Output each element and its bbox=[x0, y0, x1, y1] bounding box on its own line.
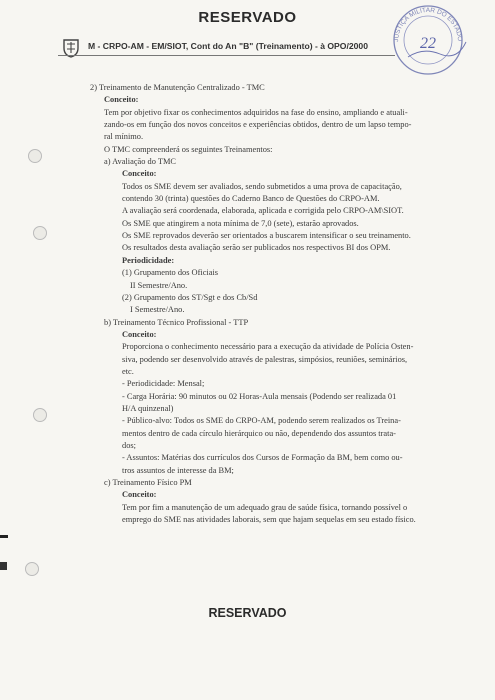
text-line: - Periodicidade: Mensal; bbox=[122, 379, 205, 389]
header-divider bbox=[58, 55, 395, 56]
text-line: Conceito: bbox=[122, 490, 157, 500]
binder-mark bbox=[0, 562, 7, 570]
text-line: (2) Grupamento dos ST/Sgt e dos Cb/Sd bbox=[122, 292, 258, 302]
text-line: Tem por fim a manutenção de um adequado grau de saúde física, tornando possível o bbox=[122, 502, 408, 512]
text-line: Todos os SME devem ser avaliados, sendo submetidos a uma prova de capacitação, bbox=[122, 181, 402, 191]
text-line: Conceito: bbox=[104, 95, 139, 105]
text-line: Tem por objetivo fixar os conhecimentos adquiridos na fase do ensino, ampliando e atuali- bbox=[104, 107, 408, 117]
text-line: A avaliação será coordenada, elaborada, aplicada e corrigida pelo CRPO-AM\SIOT. bbox=[122, 206, 404, 216]
text-line: Os resultados desta avaliação serão ser publicados nos respectivos BI dos OPM. bbox=[122, 243, 391, 253]
text-line: ral mínimo. bbox=[104, 132, 144, 142]
header-reference: M - CRPO-AM - EM/SIOT, Cont do An "B" (Treinamento) - à OPO/2000 bbox=[88, 41, 368, 51]
text-line: contendo 30 (trinta) questões do Caderno Banco de Questões do CRPO-AM. bbox=[122, 194, 380, 204]
stamp-number: 22 bbox=[420, 35, 436, 52]
text-line: Os SME reprovados deverão ser orientados a buscarem intensificar o seu treinamento. bbox=[122, 231, 411, 241]
binder-mark bbox=[0, 535, 8, 538]
punch-hole bbox=[28, 149, 42, 163]
text-line: H/A quinzenal) bbox=[122, 403, 174, 413]
header-classification: RESERVADO bbox=[198, 9, 297, 26]
text-line: Os SME que atingirem a nota mínima de 7,0 (sete), estarão aprovados. bbox=[122, 218, 359, 228]
official-stamp bbox=[378, 2, 472, 78]
text-line: a) Avaliação do TMC bbox=[104, 157, 177, 167]
text-line: Periodicidade: bbox=[122, 255, 175, 265]
text-line: dos; bbox=[122, 440, 136, 450]
text-line: - Assuntos: Matérias dos currículos dos Cursos de Formação da BM, bem como ou- bbox=[122, 453, 403, 463]
punch-hole bbox=[25, 562, 39, 576]
text-line: Proporciona o conhecimento necessário para a execução da atividade de Polícia Osten- bbox=[122, 342, 414, 352]
punch-hole bbox=[33, 408, 47, 422]
text-line: emprego do SME nas atividades laborais, sem que hajam sequelas em seu estado físico. bbox=[122, 515, 416, 525]
text-line: (1) Grupamento dos Oficiais bbox=[122, 268, 219, 278]
text-line: etc. bbox=[122, 366, 134, 376]
text-line: I Semestre/Ano. bbox=[130, 305, 185, 315]
footer-classification: RESERVADO bbox=[208, 606, 287, 620]
text-line: zando-os em função dos novos conceitos e experiências obtidos, dentro de um lapso tempo- bbox=[104, 120, 412, 130]
text-line: mentos dentro de cada círculo hierárquico ou não, dependendo dos assuntos trata- bbox=[122, 428, 396, 438]
text-line: Conceito: bbox=[122, 169, 157, 179]
document-body bbox=[90, 82, 440, 526]
punch-hole bbox=[33, 226, 47, 240]
text-line: 2) Treinamento de Manutenção Centralizado - TMC bbox=[90, 83, 265, 92]
text-line: O TMC compreenderá os seguintes Treinamentos: bbox=[104, 144, 273, 154]
text-line: - Público-alvo: Todos os SME do CRPO-AM, podendo serem realizados os Treina- bbox=[122, 416, 401, 426]
text-line: - Carga Horária: 90 minutos ou 02 Horas-Aula mensais (Podendo ser realizada 01 bbox=[122, 391, 397, 401]
stamp-text: JUSTIÇA MILITAR DO ESTADO bbox=[392, 6, 464, 43]
text-line: siva, podendo ser desenvolvido através de palestras, simpósios, reuniões, seminários, bbox=[122, 354, 408, 364]
text-line: b) Treinamento Técnico Profissional - TTP bbox=[104, 317, 249, 327]
text-line: c) Treinamento Físico PM bbox=[104, 478, 192, 487]
text-line: II Semestre/Ano. bbox=[130, 280, 188, 290]
text-line: Conceito: bbox=[122, 329, 157, 339]
text-line: tros assuntos de interesse da BM; bbox=[122, 465, 234, 475]
